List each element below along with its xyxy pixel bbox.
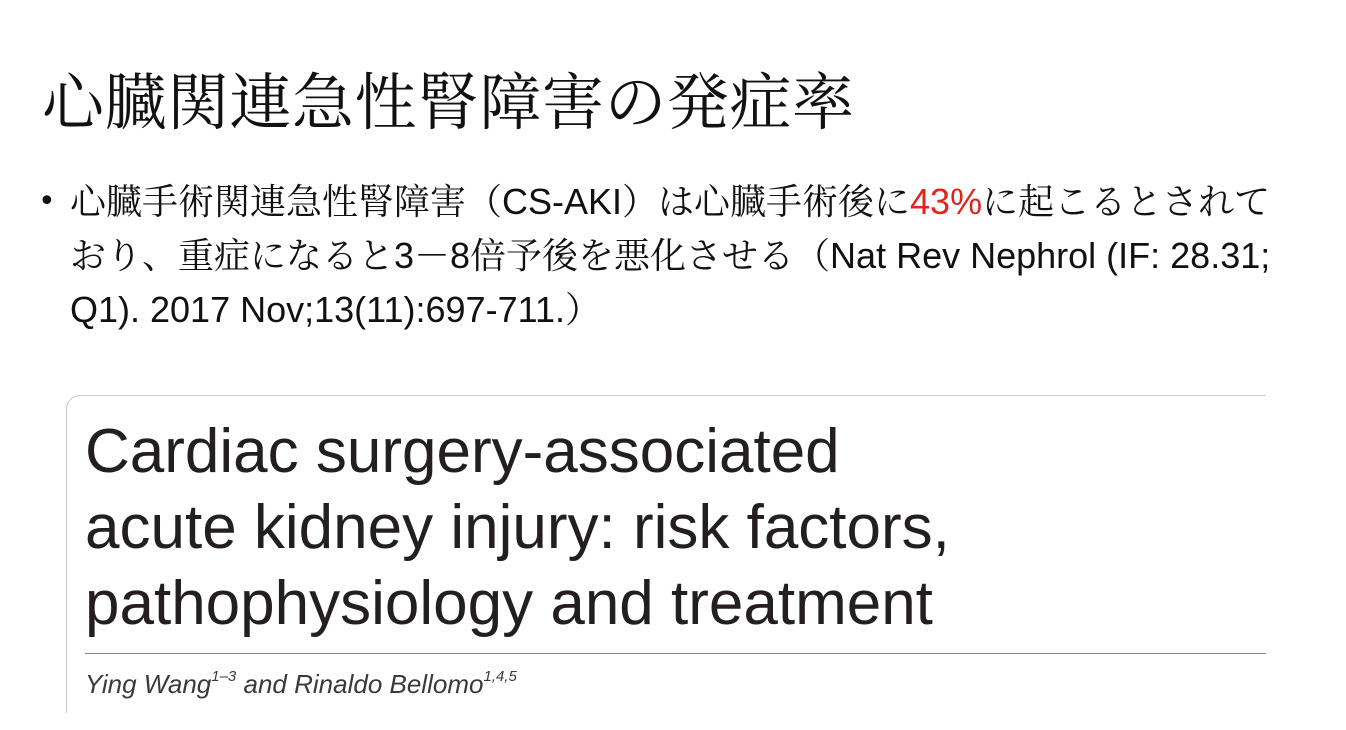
paper-title-line: acute kidney injury: risk factors, [85, 493, 950, 562]
incidence-highlight: 43% [910, 181, 983, 222]
author-conjunction: and [236, 669, 295, 699]
paper-title-line: pathophysiology and treatment [85, 569, 933, 638]
paper-title-line: Cardiac surgery-associated [85, 417, 840, 486]
author-affiliation: 1,4,5 [483, 668, 517, 685]
paper-screenshot [66, 395, 1266, 713]
paper-title [85, 414, 950, 642]
bullet-item [38, 175, 1288, 337]
bullet-text-after: に起こるとされており、重症になると3－8倍予後を悪化させる（Nat Rev Nephrol (IF: 28.31; Q1). 2017 Nov;13(11):697-711.） [70, 181, 1271, 330]
paper-authors [85, 668, 517, 700]
bullet-text [70, 175, 1288, 337]
paper-divider [85, 653, 1266, 654]
author-affiliation: 1–3 [211, 668, 237, 685]
bullet-text-before: 心臓手術関連急性腎障害（CS-AKI）は心臓手術後に [70, 181, 911, 222]
author-name: Ying Wang [85, 669, 212, 699]
slide-title: 心臓関連急性腎障害の発症率 [42, 65, 855, 139]
author-name: Rinaldo Bellomo [294, 669, 484, 699]
bullet-symbol: • [38, 184, 56, 219]
